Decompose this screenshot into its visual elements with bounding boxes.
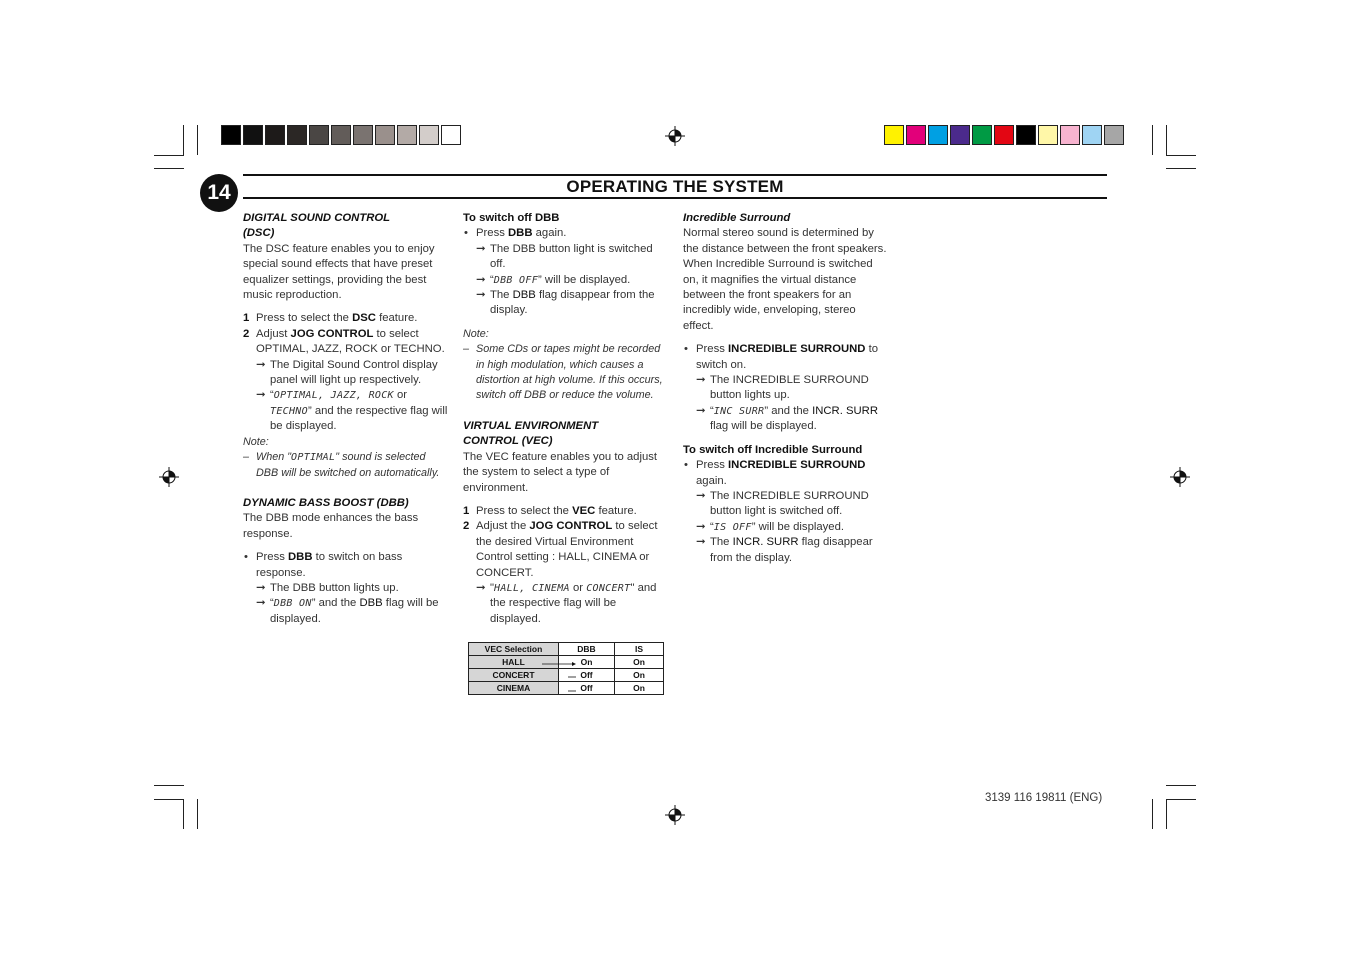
arrow-icon: ➞ (476, 289, 486, 302)
page-number-badge: 14 (200, 174, 238, 212)
is-result-1: ➞ The INCREDIBLE SURROUND button lights up. (696, 374, 869, 402)
dbb-note-text: – Some CDs or tapes might be recorded in high modulation, which causes a distortion at high volume. If this occurs, switch off DBB or reduce the volume. (463, 343, 663, 402)
table-cell: On (559, 656, 615, 669)
color-swatch (221, 125, 241, 145)
registration-mark-left (159, 467, 179, 487)
is-off-press: • Press INCREDIBLE SURROUND again. (684, 459, 866, 487)
table-cell: Off (559, 682, 615, 695)
color-swatch (243, 125, 263, 145)
color-swatch (950, 125, 970, 145)
header-rule-top (243, 174, 1107, 176)
arrow-icon: ➞ (256, 358, 266, 371)
vec-description: The VEC feature enables you to adjust the system to select a type of environment. (463, 450, 658, 494)
table-header-cell: VEC Selection (469, 643, 559, 656)
dbb-off-heading: To switch off DBB (463, 212, 560, 224)
arrow-icon: ➞ (696, 536, 706, 549)
is-off-result-3: ➞ The INCR. SURR flag disappear from the display. (696, 536, 873, 564)
vec-step-2: 2 Adjust the JOG CONTROL to select the desired Virtual Environment Control setting : HALL, CINEMA or CONCERT. (463, 520, 658, 579)
table-cell: HALL (469, 656, 559, 669)
color-swatch (419, 125, 439, 145)
table-cell: On (615, 669, 664, 682)
color-swatch (1038, 125, 1058, 145)
is-off-result-1: ➞ The INCREDIBLE SURROUND button light is switched off. (696, 489, 869, 518)
registration-mark-right (1170, 467, 1190, 487)
page-title: OPERATING THE SYSTEM (566, 177, 784, 196)
vec-step-1: 1 Press to select the VEC feature. (463, 504, 637, 517)
color-swatch (928, 125, 948, 145)
color-swatch (309, 125, 329, 145)
dbb-note-label: Note: (463, 327, 489, 340)
arrow-icon: ➞ (696, 374, 706, 387)
arrow-icon: ➞ (476, 581, 486, 594)
table-connector-lines (540, 660, 580, 700)
color-swatch (265, 125, 285, 145)
is-off-heading: To switch off Incredible Surround (683, 443, 863, 456)
table-cell: CINEMA (469, 682, 559, 695)
dsc-note-label: Note: (243, 435, 269, 448)
color-swatch (441, 125, 461, 145)
color-swatch (287, 125, 307, 145)
is-result-2: ➞ “INC SURR” and the INCR. SURR flag will be displayed. (696, 404, 878, 433)
color-swatch (353, 125, 373, 145)
vec-heading: VIRTUAL ENVIRONMENT CONTROL (VEC) (463, 419, 599, 448)
dbb-heading: DYNAMIC BASS BOOST (DBB) (243, 496, 409, 509)
registration-mark-bottom (665, 805, 685, 825)
color-swatch (1082, 125, 1102, 145)
color-swatch (331, 125, 351, 145)
dsc-result-1: ➞ The Digital Sound Control display panel will light up respectively. (256, 358, 438, 387)
color-swatch (1104, 125, 1124, 145)
column-middle (463, 211, 666, 627)
arrow-icon: ➞ (696, 404, 706, 417)
dsc-heading: DIGITAL SOUND CONTROL (DSC) (243, 212, 391, 240)
table-cell: CONCERT (469, 669, 559, 682)
color-swatch (397, 125, 417, 145)
dbb-off-result-2: ➞ “DBB OFF” will be displayed. (463, 273, 666, 288)
document-code: 3139 116 19811 (ENG) (985, 792, 1103, 804)
registration-mark-top (665, 126, 685, 146)
dbb-off-press: • Press DBB again. (464, 227, 567, 240)
color-swatch (994, 125, 1014, 145)
arrow-icon: ➞ (696, 520, 706, 533)
dbb-description: The DBB mode enhances the bass response. (243, 512, 419, 540)
arrow-icon: ➞ (256, 597, 266, 610)
is-off-result-2: ➞ “IS OFF” will be displayed. (683, 520, 889, 535)
is-description: Normal stereo sound is determined by the distance between the front speakers. When Incredible Surround is switched on, it magnifies the virtual distance between the front speakers for an incredibly wide, enveloping, stereo effect. (683, 227, 887, 332)
table-cell: On (615, 656, 664, 669)
color-swatch (375, 125, 395, 145)
arrow-icon: ➞ (256, 389, 266, 402)
table-cell: On (615, 682, 664, 695)
dbb-off-result-3: ➞ The DBB flag disappear from the display. (476, 289, 655, 317)
dsc-note-text: – When "OPTIMAL" sound is selected DBB will be switched on automatically. (243, 451, 440, 479)
arrow-icon: ➞ (476, 273, 486, 286)
header-rule-bottom (243, 197, 1107, 199)
vec-result: ➞ "HALL, CINEMA or CONCERT" and the respective flag will be displayed. (476, 581, 657, 625)
color-swatch (1016, 125, 1036, 145)
color-swatch (1060, 125, 1080, 145)
dbb-off-result-1: ➞ The DBB button light is switched off. (476, 242, 653, 271)
vec-table-header (469, 643, 664, 656)
dbb-press: • Press DBB to switch on bass response. (244, 551, 403, 579)
is-press: • Press INCREDIBLE SURROUND to switch on. (684, 343, 879, 371)
color-swatch (884, 125, 904, 145)
arrow-icon: ➞ (256, 581, 266, 594)
table-header-cell: DBB (559, 643, 615, 656)
dsc-step-2: 2 Adjust JOG CONTROL to select OPTIMAL, JAZZ, ROCK or TECHNO. (243, 327, 445, 356)
column-right (683, 211, 889, 566)
dsc-description: The DSC feature enables you to enjoy special sound effects that have preset equalizer settings, providing the best music reproduction. (243, 242, 435, 302)
arrow-icon: ➞ (696, 489, 706, 502)
table-header-cell: IS (615, 643, 664, 656)
dsc-result-2: ➞ “OPTIMAL, JAZZ, ROCK or TECHNO” and the respective flag will be displayed. (256, 389, 448, 433)
color-swatch (972, 125, 992, 145)
is-heading: Incredible Surround (683, 212, 791, 224)
dsc-step-1: 1 Press to select the DSC feature. (243, 312, 418, 325)
dbb-result-1: ➞ The DBB button lights up. (243, 581, 448, 596)
column-left (243, 211, 448, 627)
color-swatch (906, 125, 926, 145)
table-cell: Off (559, 669, 615, 682)
arrow-icon: ➞ (476, 242, 486, 255)
dbb-result-2: ➞ “DBB ON” and the DBB flag will be displayed. (256, 597, 439, 625)
